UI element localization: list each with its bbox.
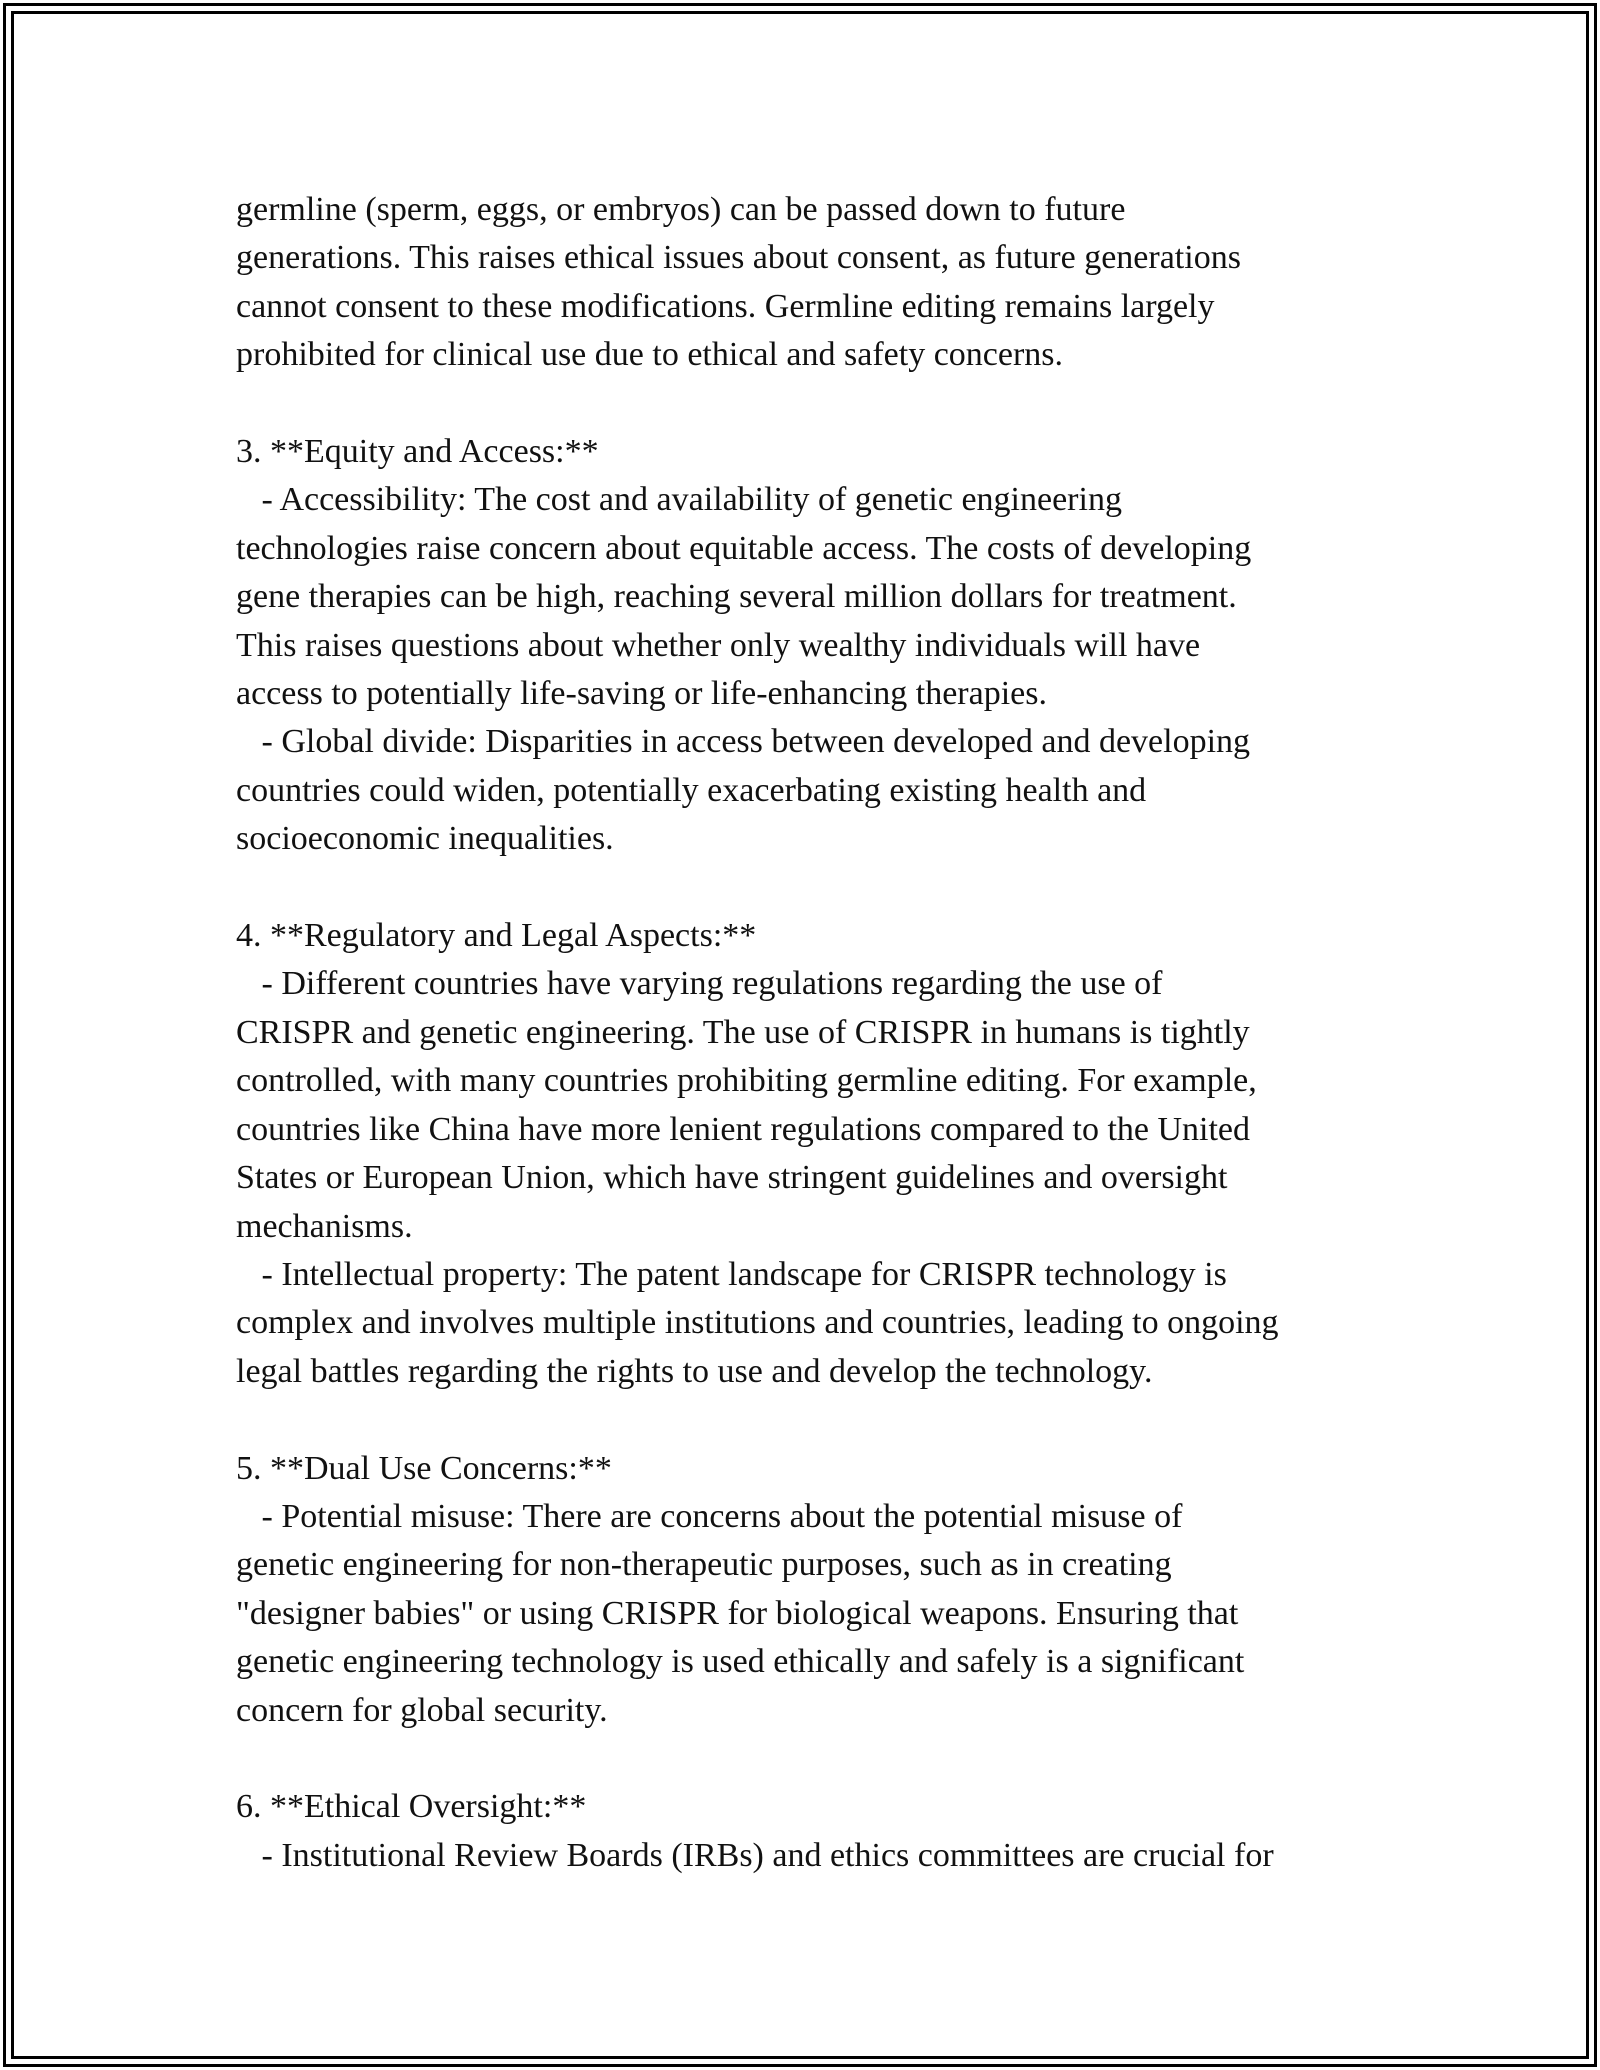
section-heading: 4. **Regulatory and Legal Aspects:** — [236, 917, 757, 955]
text-line: - Global divide: Disparities in access between developed and developing — [236, 723, 1251, 761]
text-line: cannot consent to these modifications. Germline editing remains largely — [236, 287, 1215, 325]
text-line: generations. This raises ethical issues about consent, as future generations — [236, 239, 1241, 277]
text-line: mechanisms. — [236, 1207, 413, 1245]
paragraph-gap — [236, 1735, 1416, 1783]
text-line: legal battles regarding the rights to use and develop the technology. — [236, 1352, 1153, 1390]
text-line: socioeconomic inequalities. — [236, 820, 614, 858]
text-line: "designer babies" or using CRISPR for biological weapons. Ensuring that — [236, 1594, 1239, 1632]
text-line: - Institutional Review Boards (IRBs) and ethics committees are crucial for — [236, 1836, 1274, 1874]
section-regulatory-and-legal — [236, 912, 1416, 1396]
text-line: prohibited for clinical use due to ethical and safety concerns. — [236, 336, 1064, 374]
text-line: This raises questions about whether only wealthy individuals will have — [236, 626, 1201, 664]
text-line: genetic engineering technology is used ethically and safely is a significant — [236, 1643, 1245, 1681]
text-line: - Intellectual property: The patent landscape for CRISPR technology is — [236, 1255, 1227, 1293]
text-line: complex and involves multiple institutions and countries, leading to ongoing — [236, 1304, 1279, 1342]
section-heading: 6. **Ethical Oversight:** — [236, 1788, 587, 1826]
text-line: gene therapies can be high, reaching several million dollars for treatment. — [236, 578, 1237, 616]
text-line: concern for global security. — [236, 1691, 608, 1729]
text-line: CRISPR and genetic engineering. The use of CRISPR in humans is tightly — [236, 1013, 1250, 1051]
text-line: access to potentially life-saving or life-enhancing therapies. — [236, 675, 1047, 713]
text-line: genetic engineering for non-therapeutic purposes, such as in creating — [236, 1546, 1172, 1584]
text-line: - Accessibility: The cost and availability of genetic engineering — [236, 481, 1122, 519]
section-heading: 3. **Equity and Access:** — [236, 433, 599, 471]
text-line: countries like China have more lenient regulations compared to the United — [236, 1110, 1251, 1148]
text-line: countries could widen, potentially exacerbating existing health and — [236, 771, 1147, 809]
text-line: controlled, with many countries prohibiting germline editing. For example, — [236, 1062, 1257, 1100]
section-germline-continuation — [236, 186, 1416, 380]
text-line: States or European Union, which have stringent guidelines and oversight — [236, 1159, 1228, 1197]
document-body — [236, 186, 1416, 1880]
section-dual-use-concerns — [236, 1445, 1416, 1735]
text-line: technologies raise concern about equitable access. The costs of developing — [236, 529, 1252, 567]
paragraph-gap — [236, 864, 1416, 912]
text-line: germline (sperm, eggs, or embryos) can be passed down to future — [236, 191, 1126, 228]
paragraph-gap — [236, 380, 1416, 428]
section-heading: 5. **Dual Use Concerns:** — [236, 1449, 612, 1487]
paragraph-gap — [236, 1396, 1416, 1444]
text-line: - Potential misuse: There are concerns about the potential misuse of — [236, 1497, 1183, 1535]
text-line: - Different countries have varying regulations regarding the use of — [236, 965, 1163, 1003]
section-ethical-oversight — [236, 1783, 1416, 1880]
section-equity-and-access — [236, 428, 1416, 864]
